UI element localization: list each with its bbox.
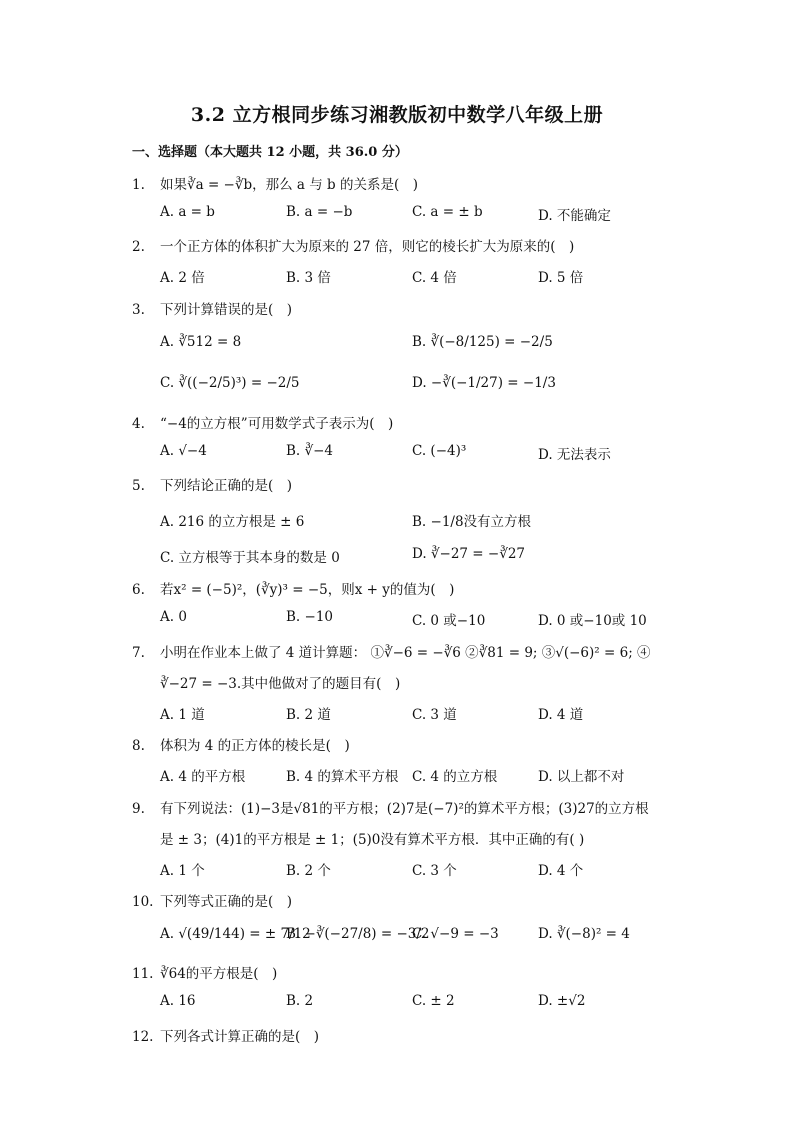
question-number: 4. [132,416,145,432]
option-a[interactable]: A. 16 [160,993,196,1009]
question-1 [132,173,418,193]
question-4 [132,412,393,432]
question-9 [132,797,649,817]
question-number: 5. [132,478,145,494]
page-title: 3.2 立方根同步练习湘教版初中数学八年级上册 [190,104,604,126]
option-b[interactable]: B. 4 的算术平方根 [286,769,399,785]
option-b[interactable]: B. 2 道 [286,707,331,723]
option-c[interactable]: C. √−9 = −3 [412,926,499,942]
question-stem: 若x² = (−5)²，(∛y)³ = −5，则x + y的值为( ) [160,582,455,598]
option-c[interactable]: C. 3 个 [412,863,457,879]
option-d[interactable]: D. 以上都不对 [538,769,625,785]
option-d[interactable]: D. ∛(−8)² = 4 [538,926,630,942]
option-a[interactable]: A. 1 道 [160,707,205,723]
option-c[interactable]: C. (−4)³ [412,443,467,459]
option-a[interactable]: A. ∛512 = 8 [160,334,242,350]
option-a[interactable]: A. 4 的平方根 [160,769,246,785]
option-c[interactable]: C. 4 倍 [412,270,457,286]
question-number: 3. [132,302,145,318]
option-c[interactable]: C. ∛((−2/5)³) = −2/5 [160,375,300,391]
question-stem: 下列各式计算正确的是( ) [160,1029,320,1045]
option-d[interactable]: D. −∛(−1/27) = −1/3 [412,375,556,391]
option-d[interactable]: D. 无法表示 [538,447,611,463]
question-stem: 体积为 4 的正方体的棱长是( ) [160,738,350,754]
question-10 [132,890,292,910]
question-number: 9. [132,801,145,817]
question-5 [132,474,292,494]
question-number: 6. [132,582,145,598]
option-a[interactable]: A. 0 [160,609,187,625]
question-11 [132,962,277,982]
option-d[interactable]: D. 0 或−10或 10 [538,613,647,629]
option-d[interactable]: D. ±√2 [538,993,586,1009]
option-c[interactable]: C. a = ± b [412,204,483,220]
option-d[interactable]: D. 4 个 [538,863,584,879]
option-c[interactable]: C. 立方根等于其本身的数是 0 [160,550,340,566]
question-stem: 小明在作业本上做了 4 道计算题： ①∛−6 = −∛6 ②∛81 = 9; ③√(−6)² = 6; ④ [160,645,651,661]
option-a[interactable]: A. 216 的立方根是 ± 6 [160,514,305,530]
option-b[interactable]: B. −1/8没有立方根 [412,514,532,530]
option-a[interactable]: A. √−4 [160,443,207,459]
question-3 [132,298,292,318]
question-stem: 下列计算错误的是( ) [160,302,293,318]
question-stem-continued: 是 ± 3；(4)1的平方根是 ± 1；(5)0没有算术平方根．其中正确的有( ) [160,832,585,848]
option-a[interactable]: A. a = b [160,204,215,220]
option-d[interactable]: D. 5 倍 [538,270,584,286]
option-b[interactable]: B. −∛(−27/8) = −3/2 [286,926,430,942]
question-number: 7. [132,645,145,661]
question-stem: 一个正方体的体积扩大为原来的 27 倍，则它的棱长扩大为原来的( ) [160,239,575,255]
section-heading: 一、选择题（本大题共 12 小题，共 36.0 分） [132,145,408,160]
question-stem: 如果∛a = −∛b，那么 a 与 b 的关系是( ) [160,177,418,193]
option-b[interactable]: B. 2 [286,993,314,1009]
question-number: 12. [132,1029,154,1045]
option-a[interactable]: A. 2 倍 [160,270,205,286]
question-stem: 有下列说法：(1)−3是√81的平方根；(2)7是(−7)²的算术平方根；(3)27的立方根 [160,801,649,817]
option-b[interactable]: B. −10 [286,609,333,625]
option-b[interactable]: B. a = −b [286,204,353,220]
question-number: 8. [132,738,145,754]
option-b[interactable]: B. 2 个 [286,863,331,879]
option-c[interactable]: C. ± 2 [412,993,455,1009]
question-number: 2. [132,239,145,255]
option-c[interactable]: C. 0 或−10 [412,613,486,629]
question-2 [132,235,574,255]
question-6 [132,578,454,598]
question-number: 11. [132,966,154,982]
option-b[interactable]: B. ∛(−8/125) = −2/5 [412,334,553,350]
option-a[interactable]: A. √(49/144) = ± 7/12 [160,926,311,942]
question-stem: ∛64的平方根是( ) [160,966,278,982]
option-c[interactable]: C. 3 道 [412,707,457,723]
question-7 [132,641,651,661]
option-c[interactable]: C. 4 的立方根 [412,769,498,785]
question-stem: “−4的立方根”可用数学式子表示为( ) [160,416,394,432]
option-b[interactable]: B. 3 倍 [286,270,331,286]
option-d[interactable]: D. ∛−27 = −∛27 [412,546,526,562]
question-number: 1. [132,177,145,193]
question-stem: 下列等式正确的是( ) [160,894,293,910]
option-b[interactable]: B. ∛−4 [286,443,334,459]
question-stem-continued: ∛−27 = −3.其中他做对了的题目有( ) [160,676,401,692]
option-d[interactable]: D. 4 道 [538,707,584,723]
question-stem: 下列结论正确的是( ) [160,478,293,494]
question-12 [132,1025,319,1045]
question-number: 10. [132,894,154,910]
option-a[interactable]: A. 1 个 [160,863,205,879]
option-d[interactable]: D. 不能确定 [538,208,611,224]
question-8 [132,734,350,754]
